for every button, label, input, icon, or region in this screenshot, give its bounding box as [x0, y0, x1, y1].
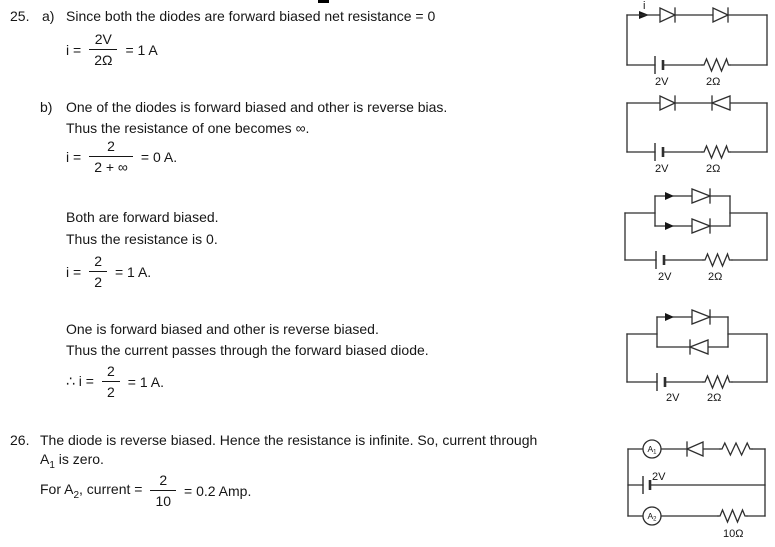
equation-lhs: i =	[66, 148, 82, 165]
resistor-icon	[702, 59, 730, 71]
part-b-statement-1: One of the diodes is forward biased and other is reverse bias.	[66, 99, 448, 115]
fraction	[89, 31, 117, 68]
fraction-denominator: 2	[89, 271, 107, 290]
circuit-diagram-ammeters	[622, 428, 775, 547]
fraction-numerator: 2V	[94, 31, 112, 47]
case-c-statement-1: Both are forward biased.	[66, 209, 219, 225]
problem-26-number: 26.	[10, 432, 30, 448]
equation-result: = 1 A.	[114, 263, 152, 280]
equation-result: = 0 A.	[140, 148, 178, 165]
page-top-cutoff-mark	[318, 0, 329, 3]
ammeter2-subscript: 2	[653, 516, 657, 523]
diode-forward-icon	[692, 219, 710, 233]
problem-26-statement-2	[40, 451, 104, 474]
battery-label: 2V	[666, 392, 680, 404]
current-arrow-icon	[665, 222, 674, 230]
fraction-numerator: 2	[107, 138, 115, 154]
resistor-icon	[720, 443, 752, 455]
resistor-icon	[702, 146, 730, 158]
part-a-label: a)	[42, 8, 55, 24]
equation-26	[40, 472, 251, 509]
circuit-diagram-series-forward	[622, 0, 772, 92]
diode-reverse-icon	[687, 442, 703, 456]
part-b-label: b)	[40, 99, 53, 115]
case-d-statement-1: One is forward biased and other is reverse biased.	[66, 321, 379, 337]
diode-reverse-icon	[690, 340, 708, 354]
fraction	[89, 138, 133, 175]
ammeter1-subscript: 1	[653, 449, 657, 456]
equation-result: = 0.2 Amp.	[184, 482, 252, 499]
fraction	[89, 253, 107, 290]
statement-tail: is zero.	[54, 451, 104, 467]
fraction-denominator: 10	[150, 490, 176, 509]
fraction	[102, 363, 120, 400]
equation-lhs	[40, 481, 142, 501]
ammeter-ref: A	[40, 451, 50, 467]
circuit-diagram-series-opposed	[622, 95, 772, 183]
diode-forward-icon	[660, 8, 675, 22]
battery-icon	[657, 373, 665, 391]
resistor-icon	[718, 510, 747, 522]
diode-forward-icon	[692, 310, 710, 324]
equation-25a	[66, 31, 158, 68]
problem-25-number: 25.	[10, 8, 30, 24]
ammeter-a1-icon	[643, 440, 661, 458]
part-b-statement-2: Thus the resistance of one becomes ∞.	[66, 120, 310, 136]
equation-result: = 1 A.	[127, 373, 164, 390]
equation-lhs: i =	[66, 41, 82, 58]
equation-result: = 1 A	[125, 41, 158, 58]
battery-label: 2V	[652, 471, 666, 483]
current-arrow-icon	[665, 313, 674, 321]
battery-icon	[643, 476, 650, 494]
current-label: i	[643, 0, 646, 12]
ammeter-ref-subscript: 1	[49, 459, 55, 471]
resistor-label: 2Ω	[708, 271, 723, 283]
problem-26-statement-1: The diode is reverse biased. Hence the resistance is infinite. So, current through	[40, 432, 538, 448]
case-c-statement-2: Thus the resistance is 0.	[66, 231, 218, 247]
battery-label: 2V	[655, 76, 669, 88]
case-d-statement-2: Thus the current passes through the forward biased diode.	[66, 342, 429, 358]
fraction-denominator: 2Ω	[89, 49, 117, 68]
fraction-numerator: 2	[94, 253, 102, 269]
equation-lhs: i =	[66, 263, 82, 280]
resistor-label: 2Ω	[706, 76, 721, 88]
diode-forward-icon	[660, 96, 675, 110]
resistor-icon	[703, 254, 732, 266]
battery-label: 2V	[655, 163, 669, 175]
resistor-label: 2Ω	[707, 392, 722, 404]
battery-icon	[656, 251, 664, 269]
fraction-denominator: 2 + ∞	[89, 156, 133, 175]
equation-25c	[66, 253, 151, 290]
part-a-statement: Since both the diodes are forward biased net resistance = 0	[66, 8, 436, 24]
ammeter-a2-icon	[643, 507, 661, 525]
fraction-numerator: 2	[106, 363, 115, 379]
diode-forward-icon	[713, 8, 728, 22]
lhs-tail: , current =	[79, 480, 143, 497]
fraction	[150, 472, 176, 509]
equation-25b	[66, 138, 177, 175]
resistor-icon	[703, 376, 732, 388]
battery-icon	[655, 143, 663, 161]
equation-lhs: ∴ i =	[66, 373, 94, 390]
fraction-numerator: 2	[159, 472, 168, 488]
ammeter2-label: A	[647, 511, 654, 521]
resistor-label: 2Ω	[706, 163, 721, 175]
circuit-diagram-parallel-forward	[622, 188, 772, 288]
equation-25d	[66, 363, 164, 400]
lhs-text: For A	[40, 480, 74, 497]
fraction-denominator: 2	[102, 381, 120, 400]
lhs-subscript: 2	[73, 489, 80, 501]
circuit-diagram-parallel-opposed	[622, 302, 772, 420]
ammeter1-label: A	[647, 444, 654, 454]
resistor-label: 10Ω	[723, 528, 744, 540]
battery-icon	[655, 56, 663, 74]
battery-label: 2V	[658, 271, 672, 283]
current-arrow-icon	[665, 192, 674, 200]
diode-forward-icon	[692, 189, 710, 203]
diode-reverse-icon	[712, 96, 730, 110]
